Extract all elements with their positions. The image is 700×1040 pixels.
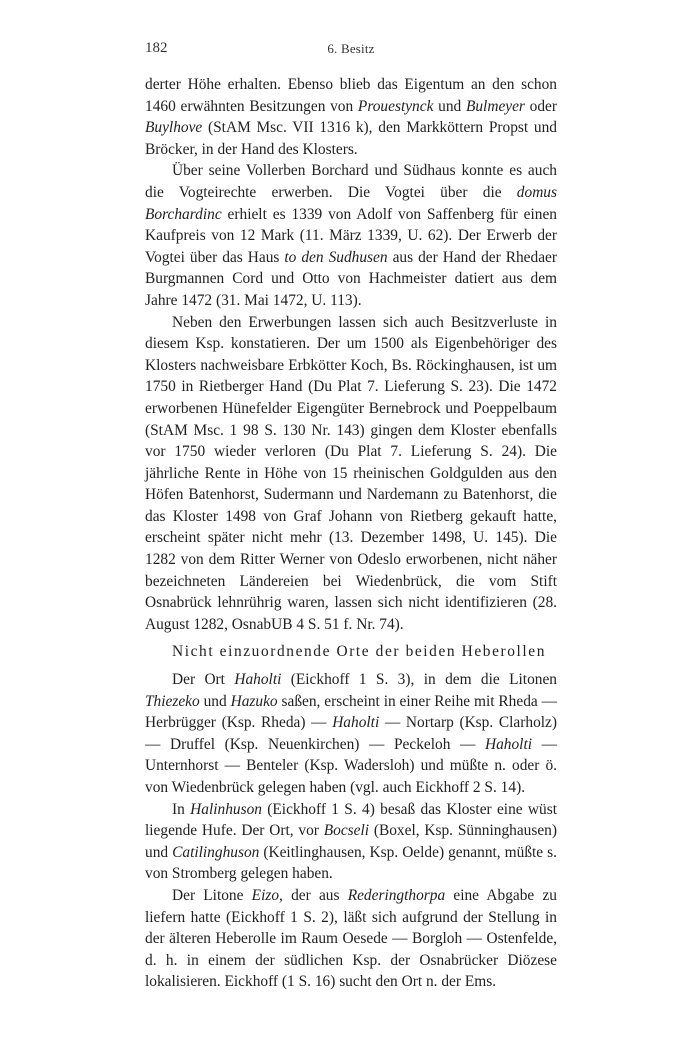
- text-run: und: [199, 692, 231, 710]
- text-run: (Eickhoff 1 S. 4) besaß das Kloster eine wüst liegende Hufe. Der Ort, vor: [145, 800, 557, 840]
- italic-term: Buylhove: [145, 119, 203, 137]
- italic-term: Haholti: [234, 671, 282, 689]
- book-page: [145, 40, 557, 993]
- italic-term: Hazuko: [230, 692, 278, 710]
- text-run: saßen, erscheint in einer Reihe mit Rheda — Herbrügger (Ksp. Rheda) —: [145, 692, 557, 732]
- text-run: oder: [524, 97, 558, 115]
- text-run: derter Höhe erhalten. Ebenso blieb das Eigentum an den schon 1460 erwähnten Besitzungen von: [145, 76, 557, 115]
- paragraph-1: [145, 74, 557, 160]
- italic-term: Halinhuson: [190, 800, 262, 818]
- text-run: aus der Hand der Rhedaer Burgmannen Cord und Otto von Hachmeister datiert aus dem Jahre 1472 (31. Mai 1472, U. 113).: [145, 248, 557, 309]
- text-run: und: [433, 97, 466, 115]
- italic-term: Bulmeyer: [465, 97, 525, 115]
- text-run: — Unternhorst — Benteler (Ksp. Wadersloh) und müßte n. oder ö. von Wiedenbrück gelegen haben (vgl. auch Eickhoff 2 S. 14).: [145, 735, 557, 796]
- text-run: (StAM Msc. VII 1316 k), den Markköttern Propst und Bröcker, in der Hand des Klosters.: [145, 119, 557, 158]
- chapter-title: 6. Besitz: [327, 41, 375, 56]
- text-run: Der Litone: [172, 886, 252, 904]
- text-run: (Boxel, Ksp. Sünninghausen) und: [145, 822, 557, 861]
- italic-term: domus Borchardinc: [145, 183, 557, 223]
- italic-term: Haholti: [332, 714, 380, 732]
- body-text: [145, 74, 557, 993]
- paragraph-5: [145, 799, 557, 885]
- page-number: 182: [145, 40, 168, 56]
- italic-term: Thiezeko: [145, 692, 200, 710]
- paragraph-2: [145, 160, 557, 311]
- text-run: Über seine Vollerben Borchard und Südhaus konnte es auch die Vogteirechte erwerben. Die Vogtei über die: [145, 162, 557, 201]
- italic-term: to den Sudhusen: [284, 248, 388, 266]
- text-run: Der Ort: [172, 671, 235, 689]
- paragraph-3: [145, 312, 557, 636]
- italic-term: Prouestynck: [357, 97, 434, 115]
- text-run: eine Abgabe zu liefern hatte (Eickhoff 1 S. 2), läßt sich aufgrund der Stellung in der älteren Heberolle im Raum Oesede — Borgloh — Ostenfelde, d. h. in einem der südlichen Ksp. der Osnabrücker Diözese lokalisieren. Eickhoff (1 S. 16) sucht den Ort n. der Ems.: [145, 886, 557, 991]
- text-run: In: [172, 800, 191, 818]
- italic-term: Haholti: [484, 735, 533, 753]
- paragraph-4: [145, 669, 557, 799]
- paragraph-6: [145, 885, 557, 993]
- text-run: Neben den Erwerbungen lassen sich auch Besitzverluste in diesem Ksp. konstatieren. Der um 1500 als Eigenbehöriger des Klosters nachweisbare Erbkötter Koch, Bs. Röckinghausen, ist um 1750 in Rietberger Hand (Du Plat 7. Lieferung S. 23). Die 1472 erworbenen Hünefelder Eigengüter Bernebrock und Poeppelbaum (StAM Msc. 1 98 S. 130 Nr. 143) gingen dem Kloster ebenfalls vor 1750 wieder verloren (Du Plat 7. Lieferung S. 24). Die jährliche Rente in Höhe von 15 rheinischen Goldgulden aus den Höfen Batenhorst, Sudermann und Nardemann zu Batenhorst, die das Kloster 1498 von Graf Johann von Rietberg gekauft hatte, erscheint später nicht mehr (13. Dezember 1498, U. 145). Die 1282 von dem Ritter Werner von Odeslo erworbenen, nicht näher bezeichneten Ländereien bei Wiedenbrück, die vom Stift Osnabrück lehnrührig waren, lassen sich nicht identifizieren (28. August 1282, OsnabUB 4 S. 51 f. Nr. 74).: [145, 313, 557, 633]
- italic-term: Bocseli: [323, 822, 370, 840]
- text-run: , der aus: [279, 886, 348, 904]
- text-run: (Eickhoff 1 S. 3), in dem die Litonen: [281, 671, 557, 689]
- running-head: [145, 40, 557, 62]
- italic-term: Eizo: [251, 886, 280, 904]
- italic-term: Catilinghuson: [172, 843, 260, 861]
- text-run: erhielt es 1339 von Adolf von Saffenberg für einen Kaufpreis von 12 Mark (11. März 1339, U. 62). Der Erwerb der Vogtei über das Haus: [145, 205, 557, 266]
- section-heading: Nicht einzuordnende Orte der beiden Heberollen: [172, 643, 547, 661]
- text-run: — Nortarp (Ksp. Clarholz) — Druffel (Ksp. Neuenkirchen) — Peckeloh —: [145, 714, 557, 753]
- italic-term: Rederingthorpa: [347, 886, 446, 904]
- text-run: (Keitlinghausen, Ksp. Oelde) genannt, müßte s. von Stromberg gelegen haben.: [145, 843, 557, 883]
